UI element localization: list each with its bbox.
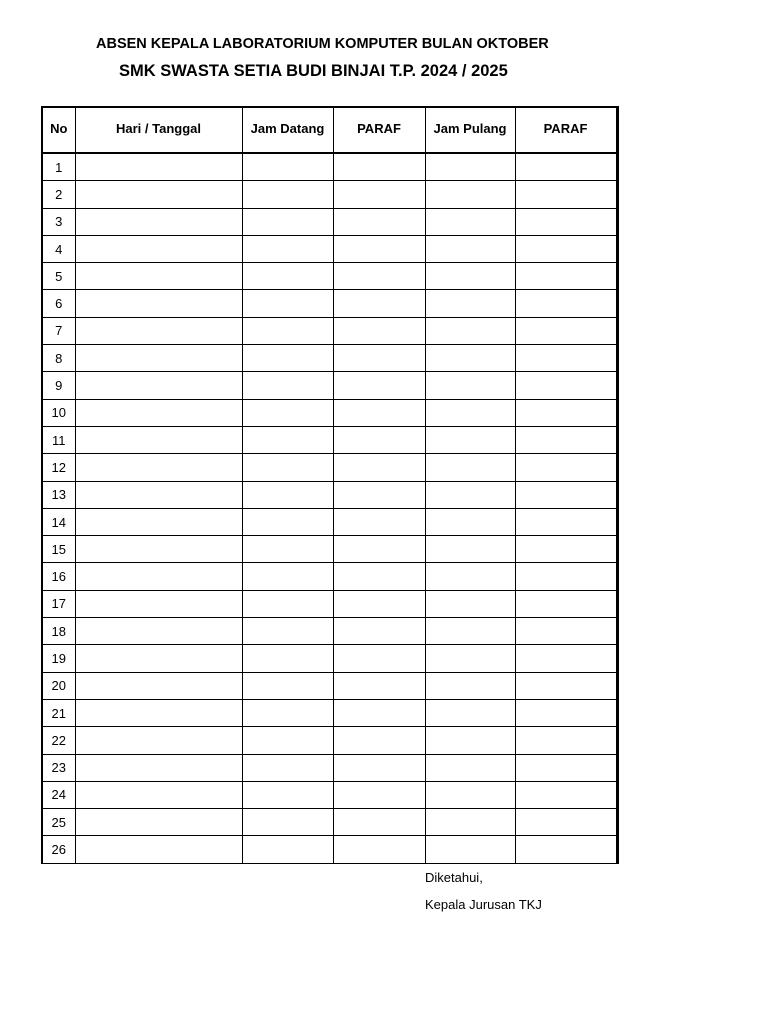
table-row — [42, 372, 617, 399]
cell-arrival-signature — [333, 317, 425, 344]
cell-departure-signature — [515, 618, 617, 645]
cell-arrival-signature — [333, 426, 425, 453]
cell-departure-time — [425, 290, 515, 317]
cell-no: 13 — [42, 481, 75, 508]
cell-day-date — [75, 672, 242, 699]
school-subtitle: SMK SWASTA SETIA BUDI BINJAI T.P. 2024 / 2025 — [119, 62, 508, 80]
cell-no: 4 — [42, 235, 75, 262]
cell-departure-signature — [515, 399, 617, 426]
cell-no: 3 — [42, 208, 75, 235]
cell-arrival-signature — [333, 672, 425, 699]
cell-arrival-signature — [333, 454, 425, 481]
cell-arrival-signature — [333, 481, 425, 508]
cell-arrival-signature — [333, 208, 425, 235]
cell-day-date — [75, 181, 242, 208]
cell-arrival-signature — [333, 399, 425, 426]
cell-no: 16 — [42, 563, 75, 590]
table-row — [42, 672, 617, 699]
cell-day-date — [75, 235, 242, 262]
table-body — [42, 153, 617, 863]
cell-arrival-time — [242, 645, 333, 672]
cell-arrival-signature — [333, 781, 425, 808]
cell-departure-time — [425, 781, 515, 808]
cell-departure-time — [425, 208, 515, 235]
cell-no: 6 — [42, 290, 75, 317]
cell-no: 25 — [42, 809, 75, 836]
table-row — [42, 317, 617, 344]
cell-departure-time — [425, 590, 515, 617]
cell-departure-signature — [515, 590, 617, 617]
cell-departure-signature — [515, 754, 617, 781]
cell-departure-signature — [515, 454, 617, 481]
cell-departure-signature — [515, 181, 617, 208]
cell-arrival-signature — [333, 372, 425, 399]
cell-arrival-time — [242, 153, 333, 181]
cell-arrival-signature — [333, 181, 425, 208]
cell-departure-time — [425, 454, 515, 481]
table-row — [42, 508, 617, 535]
cell-no: 9 — [42, 372, 75, 399]
cell-arrival-time — [242, 754, 333, 781]
table-row — [42, 536, 617, 563]
table-row — [42, 181, 617, 208]
table-row — [42, 809, 617, 836]
table-row — [42, 563, 617, 590]
cell-arrival-time — [242, 727, 333, 754]
table-row — [42, 781, 617, 808]
table-row — [42, 836, 617, 863]
cell-arrival-time — [242, 836, 333, 863]
cell-day-date — [75, 836, 242, 863]
cell-arrival-signature — [333, 235, 425, 262]
cell-departure-time — [425, 426, 515, 453]
cell-day-date — [75, 345, 242, 372]
table-row — [42, 590, 617, 617]
cell-departure-signature — [515, 372, 617, 399]
cell-no: 1 — [42, 153, 75, 181]
column-header-departure-time: Jam Pulang — [425, 107, 515, 153]
cell-arrival-time — [242, 345, 333, 372]
table-row — [42, 290, 617, 317]
cell-departure-time — [425, 699, 515, 726]
cell-departure-time — [425, 645, 515, 672]
cell-no: 18 — [42, 618, 75, 645]
table-row — [42, 454, 617, 481]
cell-departure-signature — [515, 345, 617, 372]
cell-day-date — [75, 754, 242, 781]
cell-departure-signature — [515, 208, 617, 235]
cell-arrival-signature — [333, 727, 425, 754]
cell-arrival-time — [242, 809, 333, 836]
cell-day-date — [75, 317, 242, 344]
cell-no: 15 — [42, 536, 75, 563]
table-row — [42, 399, 617, 426]
attendance-table — [41, 106, 619, 864]
cell-arrival-time — [242, 235, 333, 262]
column-header-departure-signature: PARAF — [515, 107, 617, 153]
cell-arrival-time — [242, 454, 333, 481]
cell-departure-time — [425, 508, 515, 535]
cell-day-date — [75, 481, 242, 508]
cell-departure-signature — [515, 727, 617, 754]
cell-departure-time — [425, 672, 515, 699]
cell-departure-time — [425, 481, 515, 508]
cell-arrival-time — [242, 481, 333, 508]
cell-arrival-time — [242, 672, 333, 699]
table-row — [42, 235, 617, 262]
cell-arrival-signature — [333, 290, 425, 317]
cell-no: 10 — [42, 399, 75, 426]
cell-departure-signature — [515, 481, 617, 508]
cell-no: 17 — [42, 590, 75, 617]
cell-departure-signature — [515, 263, 617, 290]
table-row — [42, 618, 617, 645]
column-header-no: No — [42, 107, 75, 153]
cell-day-date — [75, 536, 242, 563]
cell-departure-time — [425, 372, 515, 399]
cell-no: 5 — [42, 263, 75, 290]
table-row — [42, 727, 617, 754]
cell-arrival-time — [242, 181, 333, 208]
cell-arrival-time — [242, 590, 333, 617]
cell-departure-time — [425, 181, 515, 208]
cell-departure-signature — [515, 426, 617, 453]
cell-departure-time — [425, 618, 515, 645]
cell-arrival-signature — [333, 645, 425, 672]
cell-day-date — [75, 727, 242, 754]
cell-departure-time — [425, 754, 515, 781]
cell-day-date — [75, 809, 242, 836]
cell-departure-signature — [515, 235, 617, 262]
cell-no: 7 — [42, 317, 75, 344]
cell-departure-time — [425, 563, 515, 590]
table-row — [42, 699, 617, 726]
cell-arrival-signature — [333, 836, 425, 863]
cell-arrival-signature — [333, 809, 425, 836]
cell-no: 14 — [42, 508, 75, 535]
cell-departure-time — [425, 317, 515, 344]
cell-no: 24 — [42, 781, 75, 808]
cell-arrival-time — [242, 618, 333, 645]
cell-departure-time — [425, 727, 515, 754]
cell-no: 22 — [42, 727, 75, 754]
cell-departure-time — [425, 235, 515, 262]
cell-departure-signature — [515, 290, 617, 317]
cell-arrival-time — [242, 317, 333, 344]
cell-day-date — [75, 454, 242, 481]
cell-day-date — [75, 263, 242, 290]
signatory-position: Kepala Jurusan TKJ — [425, 897, 542, 912]
cell-arrival-signature — [333, 153, 425, 181]
cell-day-date — [75, 645, 242, 672]
column-header-day-date: Hari / Tanggal — [75, 107, 242, 153]
cell-day-date — [75, 290, 242, 317]
cell-departure-signature — [515, 836, 617, 863]
cell-arrival-signature — [333, 536, 425, 563]
cell-no: 11 — [42, 426, 75, 453]
cell-departure-time — [425, 399, 515, 426]
table-row — [42, 208, 617, 235]
cell-no: 19 — [42, 645, 75, 672]
cell-no: 20 — [42, 672, 75, 699]
cell-day-date — [75, 372, 242, 399]
cell-departure-time — [425, 263, 515, 290]
cell-no: 2 — [42, 181, 75, 208]
cell-day-date — [75, 426, 242, 453]
cell-day-date — [75, 618, 242, 645]
cell-departure-signature — [515, 645, 617, 672]
cell-no: 26 — [42, 836, 75, 863]
table-row — [42, 481, 617, 508]
cell-day-date — [75, 781, 242, 808]
cell-day-date — [75, 590, 242, 617]
cell-day-date — [75, 208, 242, 235]
acknowledged-label: Diketahui, — [425, 870, 483, 885]
cell-arrival-time — [242, 290, 333, 317]
column-header-arrival-time: Jam Datang — [242, 107, 333, 153]
table-row — [42, 263, 617, 290]
table-row — [42, 645, 617, 672]
cell-arrival-signature — [333, 563, 425, 590]
cell-day-date — [75, 399, 242, 426]
cell-day-date — [75, 699, 242, 726]
table-row — [42, 426, 617, 453]
cell-arrival-time — [242, 563, 333, 590]
cell-day-date — [75, 563, 242, 590]
cell-arrival-time — [242, 536, 333, 563]
cell-departure-signature — [515, 809, 617, 836]
cell-departure-time — [425, 345, 515, 372]
cell-arrival-time — [242, 208, 333, 235]
cell-arrival-time — [242, 399, 333, 426]
cell-no: 8 — [42, 345, 75, 372]
cell-departure-time — [425, 809, 515, 836]
cell-arrival-signature — [333, 508, 425, 535]
cell-arrival-time — [242, 508, 333, 535]
cell-arrival-signature — [333, 699, 425, 726]
cell-arrival-time — [242, 263, 333, 290]
table-row — [42, 754, 617, 781]
cell-arrival-signature — [333, 590, 425, 617]
cell-departure-time — [425, 836, 515, 863]
table-row — [42, 153, 617, 181]
cell-departure-signature — [515, 699, 617, 726]
cell-departure-time — [425, 153, 515, 181]
cell-departure-signature — [515, 508, 617, 535]
cell-no: 12 — [42, 454, 75, 481]
table-header-row — [42, 107, 617, 153]
cell-arrival-time — [242, 372, 333, 399]
cell-arrival-time — [242, 426, 333, 453]
cell-departure-signature — [515, 781, 617, 808]
cell-departure-signature — [515, 153, 617, 181]
cell-no: 21 — [42, 699, 75, 726]
cell-arrival-time — [242, 781, 333, 808]
cell-departure-time — [425, 536, 515, 563]
document-title: ABSEN KEPALA LABORATORIUM KOMPUTER BULAN OKTOBER — [96, 36, 549, 52]
cell-departure-signature — [515, 317, 617, 344]
cell-arrival-signature — [333, 618, 425, 645]
cell-day-date — [75, 508, 242, 535]
cell-departure-signature — [515, 536, 617, 563]
table-row — [42, 345, 617, 372]
cell-day-date — [75, 153, 242, 181]
cell-no: 23 — [42, 754, 75, 781]
column-header-arrival-signature: PARAF — [333, 107, 425, 153]
cell-arrival-signature — [333, 754, 425, 781]
cell-departure-signature — [515, 563, 617, 590]
cell-departure-signature — [515, 672, 617, 699]
cell-arrival-signature — [333, 345, 425, 372]
cell-arrival-time — [242, 699, 333, 726]
cell-arrival-signature — [333, 263, 425, 290]
